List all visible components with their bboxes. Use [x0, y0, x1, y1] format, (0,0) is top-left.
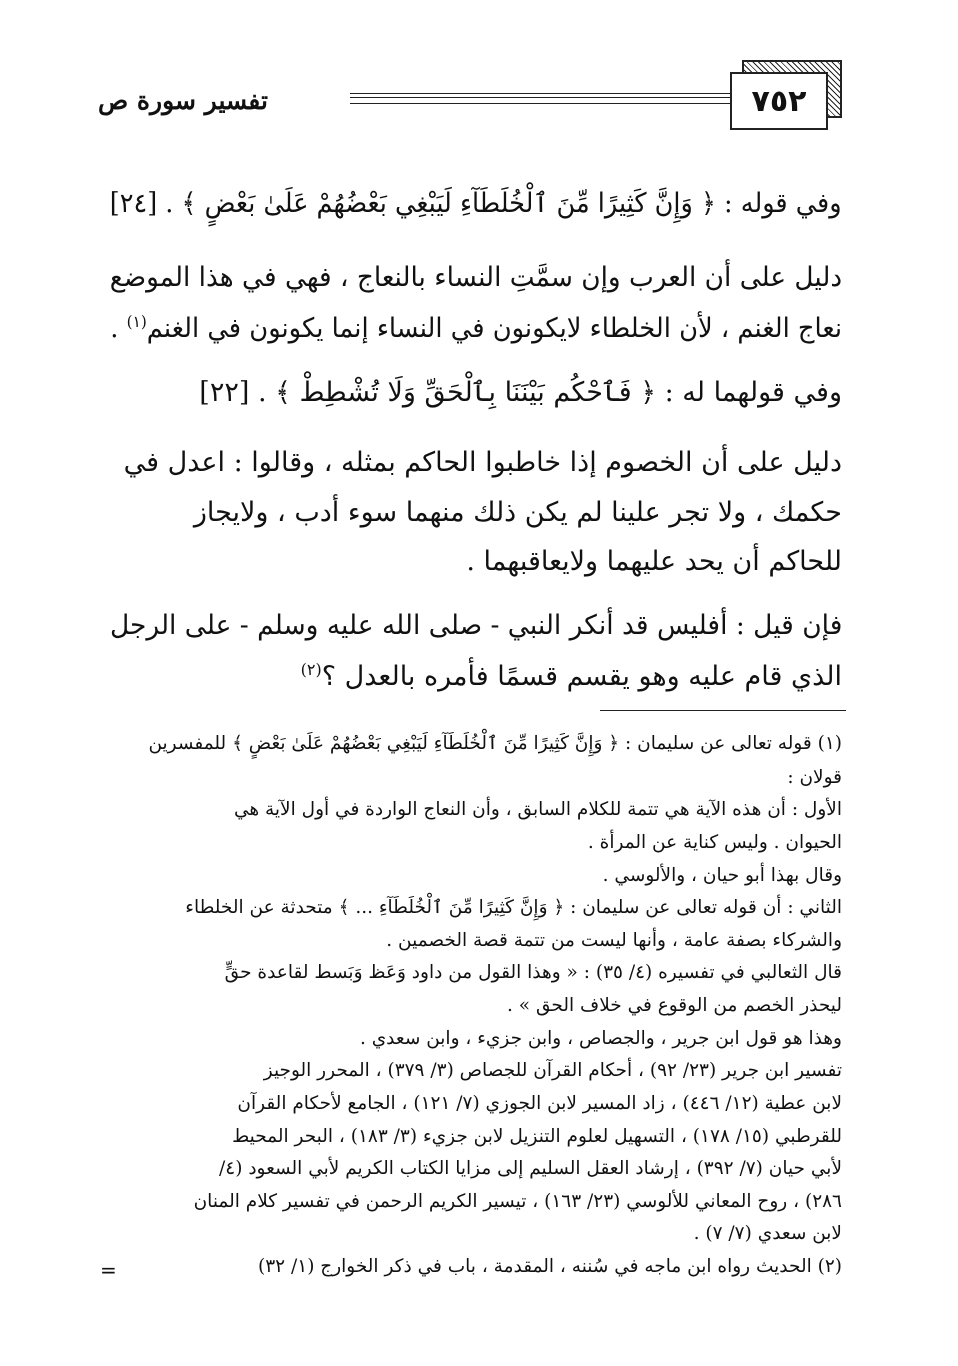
body-line-4: وفي قولهما له : ﴿ فَٱحْكُم بَيْنَنَا بِٱلْحَقِّ وَلَا تُشْطِطْ ﴾ . [٢٢] — [199, 377, 842, 408]
footnote-line: والشركاء بصفة عامة ، وأنها ليست من تتمة قصة الخصمين . — [386, 930, 842, 951]
footnote-line: ليحذر الخصم من الوقوع في خلاف الحق » . — [507, 995, 842, 1016]
footnote-line: لابن سعدي (٧/ ٧) . — [693, 1223, 842, 1244]
page-number: ٧٥٢ — [730, 72, 828, 130]
footnote-line: الحيوان . وليس كناية عن المرأة . — [587, 832, 842, 853]
footnote-line: وهذا هو قول ابن جرير ، والجصاص ، وابن جزيء ، وابن سعدي . — [359, 1028, 842, 1049]
body-line-3-text: نعاج الغنم ، لأن الخلطاء لايكونون في النساء إنما يكونون في الغنم — [146, 313, 843, 344]
footnote-line: الأول : أن هذه الآية هي تتمة للكلام السابق ، وأن النعاج الواردة في أول الآية هي — [233, 799, 842, 820]
footnote-ref-2: (٢) — [300, 660, 322, 679]
running-header-title: تفسير سورة ص — [98, 86, 268, 115]
footnote-line: تفسير ابن جرير (٢٣/ ٩٢) ، أحكام القرآن للجصاص (٣/ ٣٧٩) ، المحرر الوجيز — [263, 1060, 842, 1081]
footnote-line: ٢٨٦) ، روح المعاني للألوسي (٢٣/ ١٦٣) ، تيسير الكريم الرحمن في تفسير كلام المنان — [193, 1191, 842, 1212]
footnote-line: لأبي حيان (٧/ ٣٩٢) ، إرشاد العقل السليم إلى مزايا الكتاب الكريم لأبي السعود (٤/ — [219, 1158, 842, 1179]
header-rule — [350, 93, 730, 104]
body-line-9-text: الذي قام عليه وهو يقسم قسمًا فأمره بالعدل ؟ — [321, 661, 842, 692]
body-line-5: دليل على أن الخصوم إذا خاطبوا الحاكم بمثله ، وقالوا : اعدل في — [123, 447, 842, 478]
body-line-3-tail: . — [110, 313, 127, 344]
footnote-separator — [600, 710, 846, 711]
body-line-3 — [110, 312, 842, 344]
footnote-line: لابن عطية (١٢/ ٤٤٦) ، زاد المسير لابن الجوزي (٧/ ١٢١) ، الجامع لأحكام القرآن — [237, 1093, 842, 1114]
body-line-6: حكمك ، ولا تجر علينا لم يكن ذلك منهما سوء أدب ، ولايجاز — [193, 497, 842, 528]
footnote-line: قال الثعالبي في تفسيره (٤/ ٣٥) : « وهذا القول من داود وَعَظ وَبَسط لقاعدة حقٍّ — [224, 962, 842, 983]
footnote-line: (١) قوله تعالى عن سليمان : ﴿ وَإِنَّ كَثِيرًا مِّنَ ٱلْخُلَطَآءِ لَيَبْغِي بَعْضُهُمْ عَلَىٰ بَعْضٍ ﴾ للمفسرين — [148, 733, 842, 754]
body-line-1: وفي قوله : ﴿ وَإِنَّ كَثِيرًا مِّنَ ٱلْخُلَطَآءِ لَيَبْغِي بَعْضُهُمْ عَلَىٰ بَعْضٍ ﴾ . [٢٤] — [110, 188, 842, 219]
continuation-mark: = — [100, 1258, 117, 1282]
body-line-9 — [301, 660, 842, 692]
footnote-line: الثاني : أن قوله تعالى عن سليمان : ﴿ وَإِنَّ كَثِيرًا مِّنَ ٱلْخُلَطَآءِ ... ﴾ متحدثة عن الخلطاء — [185, 897, 842, 918]
footnote-line: (٢) الحديث رواه ابن ماجه في سُننه ، المقدمة ، باب في ذكر الخوارج (١/ ٣٢) — [258, 1256, 842, 1277]
body-line-7: للحاكم أن يحد عليهما ولايعاقبهما . — [466, 546, 842, 577]
footnote-line: للقرطبي (١٥/ ١٧٨) ، التسهيل لعلوم التنزيل لابن جزيء (٣/ ١٨٣) ، البحر المحيط — [232, 1126, 842, 1147]
body-line-2: دليل على أن العرب وإن سمَّتِ النساء بالنعاج ، فهي في هذا الموضع — [109, 262, 842, 293]
footnote-ref-1: (١) — [126, 312, 147, 331]
body-line-8: فإن قيل : أفليس قد أنكر النبي - صلى الله عليه وسلم - على الرجل — [109, 610, 842, 641]
footnote-line: وقال بهذا أبو حيان ، والألوسي . — [602, 865, 842, 886]
footnote-line: قولان : — [787, 767, 842, 788]
